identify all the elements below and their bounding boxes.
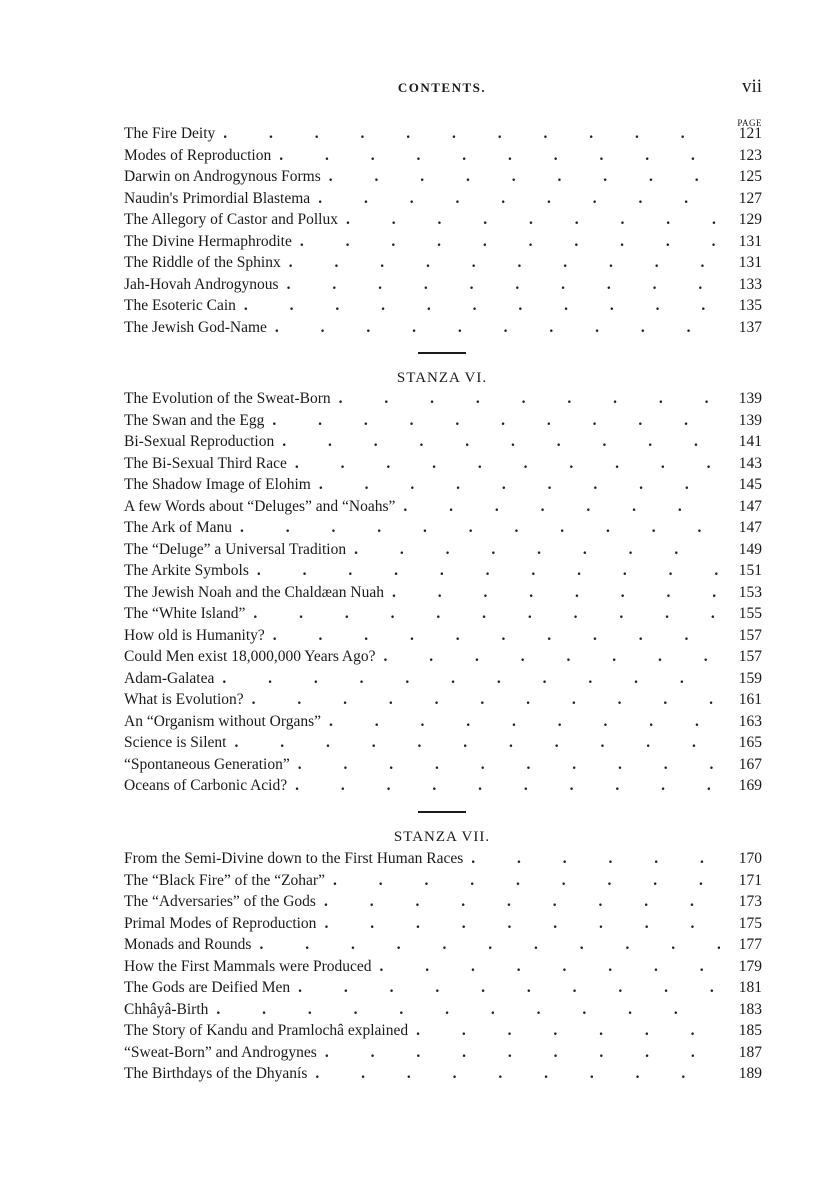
- toc-entry: [124, 1044, 764, 1066]
- toc-entry-page: 165: [738, 734, 762, 751]
- toc-entry-title: The Birthdays of the Dhyanís: [124, 1065, 308, 1082]
- toc-entry-page: 161: [738, 691, 762, 708]
- toc-entry: [124, 412, 764, 434]
- dot-leader: [253, 605, 720, 623]
- dot-leader: [333, 872, 720, 890]
- dot-leader: [287, 276, 720, 294]
- dot-leader: [216, 1001, 720, 1019]
- toc-entry-page: 147: [738, 519, 762, 536]
- toc-entry-title: Primal Modes of Reproduction: [124, 914, 317, 932]
- dot-leader: [416, 1022, 720, 1040]
- toc-entry-title: Adam-Galatea: [124, 669, 215, 687]
- toc-entry: [124, 691, 764, 713]
- toc-entry: [124, 476, 764, 498]
- toc-entry: [124, 541, 764, 563]
- toc-entry-page: 125: [738, 168, 762, 185]
- toc-entry-page: 135: [738, 297, 762, 314]
- toc-entry-page: 169: [738, 777, 762, 794]
- page-number: vii: [741, 76, 762, 97]
- toc-entry-page: 121: [738, 125, 762, 142]
- toc-entry: [124, 1065, 764, 1087]
- toc-entry-page: 147: [738, 497, 762, 515]
- toc-entry-title: The Riddle of the Sphinx: [124, 254, 281, 271]
- toc-entry-title: The “Adversaries” of the Gods: [124, 893, 316, 910]
- toc-entry-title: Science is Silent: [124, 734, 227, 751]
- toc-entry-title: How the First Mammals were Produced: [124, 957, 372, 975]
- dot-leader: [272, 412, 720, 430]
- dot-leader: [392, 584, 720, 602]
- toc-entry: [124, 319, 764, 341]
- dot-leader: [275, 319, 720, 337]
- toc-entry-title: The Allegory of Castor and Pollux: [124, 211, 338, 228]
- toc-entry: [124, 1022, 764, 1044]
- toc-entry: [124, 562, 764, 584]
- toc-entry: [124, 648, 764, 670]
- toc-entry-page: 145: [738, 476, 762, 493]
- dot-leader: [471, 850, 720, 868]
- toc-entry-title: The Swan and the Egg: [124, 411, 265, 429]
- dot-leader: [346, 211, 720, 229]
- section-divider: [418, 811, 466, 813]
- toc-entry-page: 129: [738, 211, 762, 228]
- dot-leader: [324, 915, 720, 933]
- toc-entry-title: The Jewish Noah and the Chaldæan Nuah: [124, 583, 384, 601]
- toc-entry-title: The Divine Hermaphrodite: [124, 232, 292, 250]
- dot-leader: [354, 541, 720, 559]
- dot-leader: [324, 893, 720, 911]
- toc-entry-page: 131: [738, 232, 762, 250]
- toc-entry-title: The Esoteric Cain: [124, 297, 236, 314]
- toc-entry: [124, 433, 764, 455]
- toc-entry-title: The Story of Kandu and Pramlochâ explained: [124, 1022, 409, 1039]
- toc-section-stanza-vii: [124, 850, 764, 1087]
- toc-entry-title: Jah-Hovah Androgynous: [124, 275, 279, 293]
- toc-section-stanza-vi: [124, 390, 764, 799]
- toc-entry-title: What is Evolution?: [124, 691, 244, 708]
- toc-entry-page: 185: [738, 1022, 762, 1039]
- toc-entry-title: Modes of Reproduction: [124, 146, 272, 164]
- toc-entry: [124, 872, 764, 894]
- dot-leader: [244, 297, 720, 315]
- toc-entry: [124, 125, 764, 147]
- dot-leader: [319, 476, 720, 494]
- toc-entry-title: Naudin's Primordial Blastema: [124, 189, 311, 207]
- toc-entry: [124, 893, 764, 915]
- toc-entry: [124, 254, 764, 276]
- running-title: CONTENTS.: [397, 80, 487, 95]
- toc-entry-title: The Evolution of the Sweat-Born: [124, 390, 331, 407]
- toc-entry: [124, 276, 764, 298]
- toc-entry-page: 155: [738, 605, 762, 622]
- toc-entry-title: Monads and Rounds: [124, 936, 252, 953]
- section-divider: [418, 352, 466, 354]
- dot-leader: [259, 936, 720, 954]
- toc-entry: [124, 519, 764, 541]
- toc-entry: [124, 850, 764, 872]
- toc-entry-page: 127: [738, 189, 762, 207]
- dot-leader: [298, 979, 720, 997]
- toc-entry-page: 141: [738, 433, 762, 450]
- dot-leader: [295, 777, 720, 795]
- toc-entry: [124, 936, 764, 958]
- dot-leader: [273, 627, 720, 645]
- toc-entry: [124, 756, 764, 778]
- toc-entry-title: The Fire Deity: [124, 125, 216, 142]
- toc-entry-page: 170: [738, 850, 762, 867]
- dot-leader: [300, 233, 720, 251]
- toc-entry-title: Bi-Sexual Reproduction: [124, 433, 275, 450]
- toc-entry-title: An “Organism without Organs”: [124, 712, 322, 730]
- toc-section-continued: [124, 125, 764, 340]
- toc-entry-page: 189: [738, 1065, 762, 1082]
- dot-leader: [279, 147, 720, 165]
- toc-entry-title: From the Semi-Divine down to the First Human Races: [124, 850, 464, 867]
- dot-leader: [315, 1065, 720, 1083]
- toc-entry: [124, 734, 764, 756]
- dot-leader: [380, 958, 720, 976]
- dot-leader: [339, 390, 720, 408]
- dot-leader: [298, 756, 720, 774]
- toc-entry-title: Chhâyâ-Birth: [124, 1000, 209, 1018]
- toc-entry-page: 177: [738, 936, 762, 953]
- toc-entry: [124, 584, 764, 606]
- toc-entry-page: 123: [738, 146, 762, 164]
- dot-leader: [325, 1044, 720, 1062]
- toc-entry: [124, 147, 764, 169]
- toc-entry: [124, 777, 764, 799]
- toc-entry: [124, 190, 764, 212]
- dot-leader: [295, 455, 720, 473]
- toc-entry: [124, 979, 764, 1001]
- toc-entry-page: 137: [738, 318, 762, 336]
- toc-entry-page: 173: [738, 893, 762, 910]
- toc-entry-page: 139: [738, 411, 762, 429]
- toc-entry-title: The “White Island”: [124, 605, 246, 622]
- dot-leader: [257, 562, 720, 580]
- section-heading-stanza-vi: STANZA VI.: [396, 370, 488, 386]
- toc-entry: [124, 713, 764, 735]
- toc-entry: [124, 211, 764, 233]
- toc-entry-page: 133: [738, 275, 762, 293]
- toc-entry-page: 157: [738, 626, 762, 644]
- toc-entry: [124, 390, 764, 412]
- toc-entry: [124, 168, 764, 190]
- toc-entry-title: The Arkite Symbols: [124, 562, 249, 579]
- dot-leader: [329, 713, 720, 731]
- toc-entry-page: 151: [738, 562, 762, 579]
- toc-entry-page: 131: [738, 254, 762, 271]
- toc-entry-page: 149: [738, 540, 762, 558]
- toc-entry-title: A few Words about “Deluges” and “Noahs”: [124, 497, 396, 515]
- section-heading-stanza-vii: STANZA VII.: [393, 829, 491, 845]
- dot-leader: [223, 125, 720, 143]
- toc-entry-title: The Ark of Manu: [124, 519, 233, 536]
- toc-entry: [124, 498, 764, 520]
- dot-leader: [234, 734, 720, 752]
- dot-leader: [282, 433, 720, 451]
- toc-entry-page: 143: [738, 454, 762, 472]
- dot-leader: [289, 254, 720, 272]
- dot-leader: [403, 498, 720, 516]
- toc-entry: [124, 958, 764, 980]
- toc-entry-title: “Spontaneous Generation”: [124, 755, 290, 773]
- toc-entry-page: 167: [738, 755, 762, 773]
- toc-entry-title: The “Black Fire” of the “Zohar”: [124, 871, 325, 889]
- toc-entry-title: The Shadow Image of Elohim: [124, 476, 311, 493]
- page-column-label: PAGE: [737, 118, 762, 128]
- toc-entry-page: 163: [738, 712, 762, 730]
- toc-entry-page: 153: [738, 583, 762, 601]
- dot-leader: [383, 648, 720, 666]
- toc-entry-title: Could Men exist 18,000,000 Years Ago?: [124, 648, 376, 665]
- toc-entry-page: 139: [738, 390, 762, 407]
- toc-entry-page: 181: [738, 979, 762, 996]
- toc-entry: [124, 605, 764, 627]
- dot-leader: [252, 691, 720, 709]
- toc-entry: [124, 1001, 764, 1023]
- dot-leader: [222, 670, 720, 688]
- toc-entry: [124, 233, 764, 255]
- toc-entry-title: The Gods are Deified Men: [124, 979, 291, 996]
- toc-entry-page: 171: [738, 871, 762, 889]
- toc-entry-page: 179: [738, 957, 762, 975]
- toc-entry-title: The Bi-Sexual Third Race: [124, 454, 287, 472]
- toc-entry-page: 187: [738, 1043, 762, 1061]
- dot-leader: [329, 168, 720, 186]
- toc-entry-title: The Jewish God-Name: [124, 318, 267, 336]
- toc-entry: [124, 670, 764, 692]
- toc-entry-page: 183: [738, 1000, 762, 1018]
- toc-entry-title: “Sweat-Born” and Androgynes: [124, 1043, 317, 1061]
- toc-entry: [124, 297, 764, 319]
- toc-entry-page: 157: [738, 648, 762, 665]
- toc-entry: [124, 455, 764, 477]
- dot-leader: [240, 519, 720, 537]
- toc-entry-title: Darwin on Androgynous Forms: [124, 168, 321, 185]
- toc-entry: [124, 627, 764, 649]
- toc-entry-page: 159: [738, 669, 762, 687]
- toc-entry-title: How old is Humanity?: [124, 626, 265, 644]
- toc-entry-title: The “Deluge” a Universal Tradition: [124, 540, 347, 558]
- toc-entry: [124, 915, 764, 937]
- toc-entry-title: Oceans of Carbonic Acid?: [124, 777, 288, 794]
- dot-leader: [318, 190, 720, 208]
- toc-entry-page: 175: [738, 914, 762, 932]
